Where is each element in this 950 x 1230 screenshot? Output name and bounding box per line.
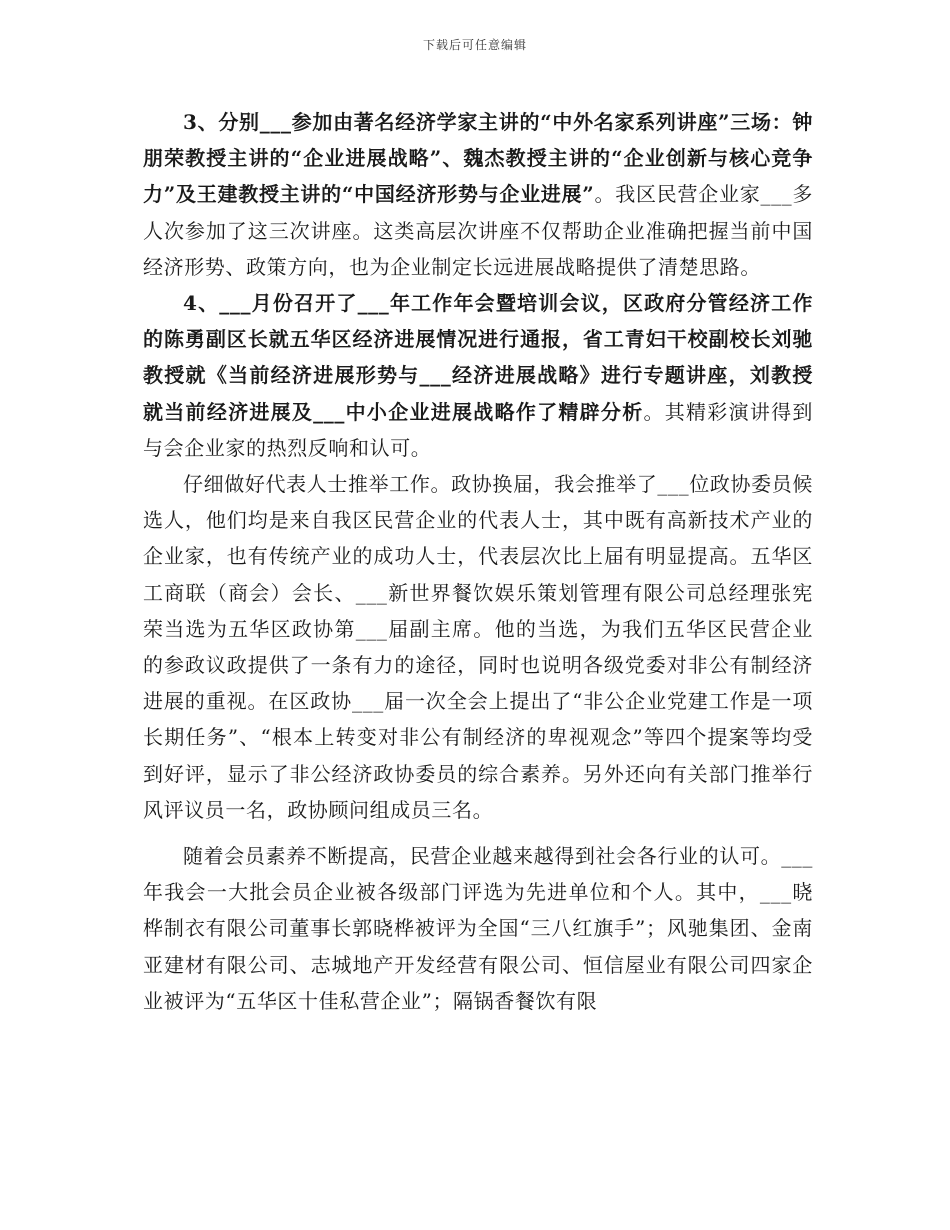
paragraph-lectures-heading: 3、分别___参加由著名经济学家主讲的“中外名家系列讲座”三场：钟朋荣教授主讲的“企业进展战略”、魏杰教授主讲的“企业创新与核心竞争力”及王建教授主讲的“中国经济形势与企业进展” bbox=[143, 110, 813, 207]
paragraph-gap bbox=[143, 828, 813, 838]
paragraph-lectures-text: 。我区民营企业家___多人次参加了这三次讲座。这类高层次讲座不仅帮助企业准确把握当前中国经济形势、政策方向，也为企业制定长远进展战略提供了清楚思路。 bbox=[143, 182, 814, 279]
paragraph-annual-meeting bbox=[143, 285, 813, 466]
paragraph-representatives: 仔细做好代表人士推举工作。政协换届，我会推举了___位政协委员候选人，他们均是来自我区民营企业的代表人士，其中既有高新技术产业的企业家，也有传统产业的成功人士，代表层次比上届有明显提高。五华区工商联（商会）会长、___新世界餐饮娱乐策划管理有限公司总经理张宪荣当选为五华区政协第___届副主席。他的当选，为我们五华区民营企业的参政议政提供了一条有力的途径，同时也说明各级党委对非公有制经济进展的重视。在区政协___届一次全会上提出了“非公企业党建工作是一项长期任务”、“根本上转变对非公有制经济的卑视观念”等四个提案等均受到好评，显示了非公经济政协委员的综合素养。另外还向有关部门推举行风评议员一名，政协顾问组成员三名。 bbox=[143, 472, 813, 822]
paragraph-annual-meeting-text: 。其精彩演讲得到与会企业家的热烈反响和认可。 bbox=[143, 399, 813, 460]
paragraph-member-recognition: 随着会员素养不断提高，民营企业越来越得到社会各行业的认可。___年我会一大批会员企业被各级部门评选为先进单位和个人。其中，___晓桦制衣有限公司董事长郭晓桦被评为全国“三八红旗手”；风驰集团、金南亚建材有限公司、志城地产开发经营有限公司、恒信屋业有限公司四家企业被评为“五华区十佳私营企业”；隔锅香餐饮有限 bbox=[143, 844, 813, 1013]
document-body bbox=[143, 104, 813, 1019]
paragraph-annual-meeting-heading: 4、___月份召开了___年工作年会暨培训会议，区政府分管经济工作的陈勇副区长就五华区经济进展情况进行通报，省工青妇干校副校长刘驰教授就《当前经济进展形势与___经济进展战略》进行专题讲座，刘教授就当前经济进展及___中小企业进展战略作了精辟分析 bbox=[143, 291, 813, 424]
page-header: 下载后可任意编辑 bbox=[422, 38, 527, 52]
paragraph-lectures bbox=[143, 104, 813, 285]
